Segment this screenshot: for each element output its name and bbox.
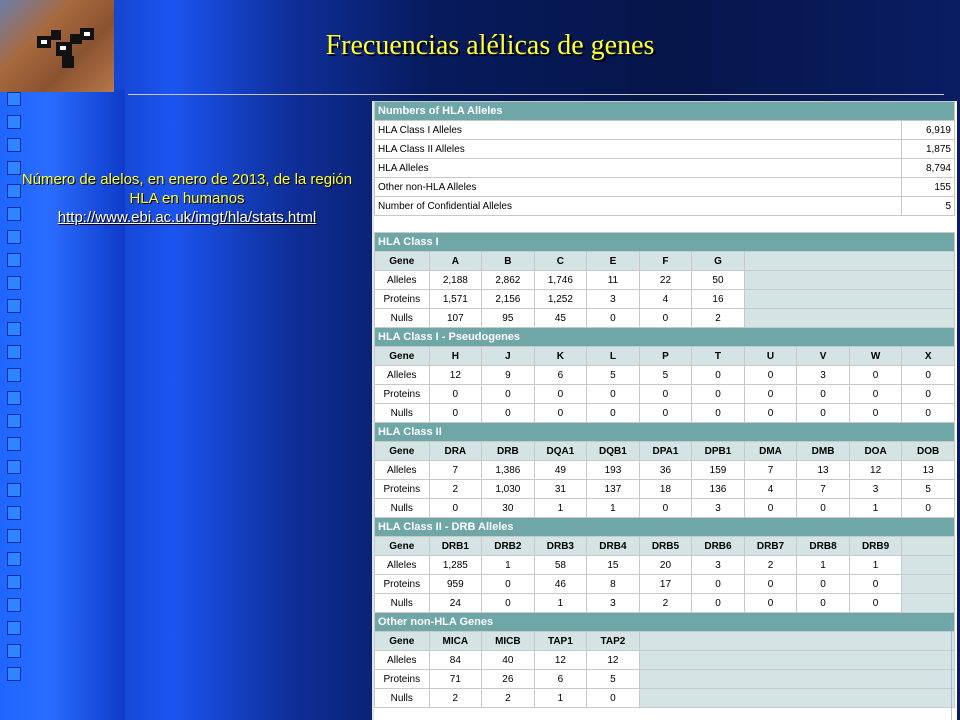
data-cell: 17	[639, 575, 692, 594]
data-cell: 4	[744, 480, 797, 499]
data-cell: 0	[639, 309, 692, 328]
gene-column-header: DOB	[902, 442, 955, 461]
row-label: Alleles	[375, 366, 430, 385]
gene-column-header: X	[902, 347, 955, 366]
data-cell: 193	[587, 461, 640, 480]
spacer-cell	[375, 216, 955, 233]
row-label: Proteins	[375, 480, 430, 499]
data-cell: 1	[534, 594, 587, 613]
gene-column-header: DQA1	[534, 442, 587, 461]
gene-column-header: L	[587, 347, 640, 366]
data-row	[375, 309, 955, 328]
data-cell: 4	[639, 290, 692, 309]
data-cell: 0	[692, 594, 745, 613]
data-cell: 0	[902, 385, 955, 404]
empty-fill	[744, 271, 954, 290]
hla-stats-table	[374, 101, 955, 708]
summary-label: Number of Confidential Alleles	[375, 197, 902, 216]
row-label: Nulls	[375, 404, 430, 423]
gene-column-header: K	[534, 347, 587, 366]
data-cell: 18	[639, 480, 692, 499]
empty-fill	[639, 670, 954, 689]
section-header-row	[375, 423, 955, 442]
data-cell: 84	[429, 651, 482, 670]
gene-column-header: T	[692, 347, 745, 366]
summary-row	[375, 197, 955, 216]
university-logo	[0, 0, 114, 92]
data-cell: 46	[534, 575, 587, 594]
empty-fill	[902, 594, 955, 613]
data-cell: 1,746	[534, 271, 587, 290]
gene-column-header: DRB	[482, 442, 535, 461]
data-cell: 1	[482, 556, 535, 575]
summary-label: HLA Alleles	[375, 159, 902, 178]
section-heading: HLA Class I - Pseudogenes	[375, 328, 955, 347]
data-cell: 107	[429, 309, 482, 328]
section-heading: Numbers of HLA Alleles	[375, 102, 955, 121]
data-cell: 2	[639, 594, 692, 613]
row-label: Alleles	[375, 651, 430, 670]
data-cell: 6	[534, 366, 587, 385]
data-cell: 0	[744, 594, 797, 613]
data-cell: 1	[587, 499, 640, 518]
data-cell: 2	[429, 480, 482, 499]
data-cell: 0	[797, 499, 850, 518]
data-cell: 0	[639, 404, 692, 423]
data-row	[375, 670, 955, 689]
gene-header-label: Gene	[375, 632, 430, 651]
gene-column-header: DRB2	[482, 537, 535, 556]
gene-column-header: DRA	[429, 442, 482, 461]
data-cell: 0	[587, 385, 640, 404]
row-label: Alleles	[375, 461, 430, 480]
caption-block	[8, 170, 366, 227]
gene-column-header: MICA	[429, 632, 482, 651]
data-cell: 0	[797, 404, 850, 423]
empty-fill	[639, 689, 954, 708]
data-cell: 0	[429, 385, 482, 404]
gene-column-header: G	[692, 252, 745, 271]
summary-value: 5	[902, 197, 955, 216]
section-heading: HLA Class II	[375, 423, 955, 442]
summary-value: 6,919	[902, 121, 955, 140]
data-cell: 13	[902, 461, 955, 480]
empty-fill	[744, 290, 954, 309]
data-cell: 0	[587, 689, 640, 708]
data-row	[375, 366, 955, 385]
data-cell: 31	[534, 480, 587, 499]
caption-text: Número de alelos, en enero de 2013, de la región HLA en humanos	[21, 171, 353, 207]
data-cell: 0	[482, 385, 535, 404]
summary-row	[375, 121, 955, 140]
gene-column-header: DRB9	[849, 537, 902, 556]
section-heading: Other non-HLA Genes	[375, 613, 955, 632]
data-cell: 11	[587, 271, 640, 290]
gene-column-header: H	[429, 347, 482, 366]
data-cell: 16	[692, 290, 745, 309]
section-header-row	[375, 102, 955, 121]
empty-fill	[744, 309, 954, 328]
data-cell: 15	[587, 556, 640, 575]
gene-column-header: J	[482, 347, 535, 366]
gene-column-header: MICB	[482, 632, 535, 651]
data-cell: 0	[849, 594, 902, 613]
data-cell: 1	[797, 556, 850, 575]
data-cell: 2,156	[482, 290, 535, 309]
data-cell: 3	[797, 366, 850, 385]
data-cell: 0	[482, 594, 535, 613]
row-label: Nulls	[375, 499, 430, 518]
empty-fill	[902, 556, 955, 575]
data-cell: 0	[849, 366, 902, 385]
data-cell: 959	[429, 575, 482, 594]
row-label: Nulls	[375, 689, 430, 708]
summary-label: HLA Class II Alleles	[375, 140, 902, 159]
gene-column-header: DPA1	[639, 442, 692, 461]
data-cell: 0	[797, 575, 850, 594]
data-cell: 13	[797, 461, 850, 480]
gene-header-label: Gene	[375, 347, 430, 366]
data-cell: 0	[639, 385, 692, 404]
gene-header-label: Gene	[375, 442, 430, 461]
gene-column-header: DRB3	[534, 537, 587, 556]
data-row	[375, 594, 955, 613]
data-cell: 0	[587, 404, 640, 423]
gene-column-header: A	[429, 252, 482, 271]
gene-column-header: TAP2	[587, 632, 640, 651]
data-cell: 0	[902, 499, 955, 518]
gene-column-header: DRB1	[429, 537, 482, 556]
data-cell: 0	[849, 575, 902, 594]
row-label: Proteins	[375, 670, 430, 689]
gene-header-row	[375, 537, 955, 556]
data-row	[375, 461, 955, 480]
data-cell: 26	[482, 670, 535, 689]
summary-label: Other non-HLA Alleles	[375, 178, 902, 197]
row-label: Proteins	[375, 575, 430, 594]
data-cell: 0	[902, 404, 955, 423]
data-cell: 2	[692, 309, 745, 328]
gene-header-row	[375, 347, 955, 366]
empty-fill	[639, 651, 954, 670]
data-row	[375, 290, 955, 309]
slide-title: Frecuencias alélicas de genes	[325, 30, 655, 61]
data-cell: 71	[429, 670, 482, 689]
data-cell: 1	[534, 689, 587, 708]
data-cell: 2	[429, 689, 482, 708]
row-label: Nulls	[375, 309, 430, 328]
gene-column-header: B	[482, 252, 535, 271]
gene-column-header: V	[797, 347, 850, 366]
data-cell: 12	[587, 651, 640, 670]
data-cell: 50	[692, 271, 745, 290]
data-cell: 7	[797, 480, 850, 499]
data-cell: 1,285	[429, 556, 482, 575]
data-cell: 1,030	[482, 480, 535, 499]
data-cell: 0	[587, 309, 640, 328]
data-cell: 5	[639, 366, 692, 385]
data-cell: 7	[429, 461, 482, 480]
data-cell: 12	[429, 366, 482, 385]
data-cell: 0	[482, 575, 535, 594]
summary-value: 155	[902, 178, 955, 197]
gene-column-header: DOA	[849, 442, 902, 461]
data-cell: 5	[587, 670, 640, 689]
data-row	[375, 556, 955, 575]
data-cell: 9	[482, 366, 535, 385]
gene-column-header: DRB8	[797, 537, 850, 556]
data-cell: 3	[692, 499, 745, 518]
data-cell: 49	[534, 461, 587, 480]
data-cell: 0	[849, 385, 902, 404]
data-cell: 6	[534, 670, 587, 689]
data-cell: 3	[849, 480, 902, 499]
gene-column-header: C	[534, 252, 587, 271]
data-cell: 0	[744, 385, 797, 404]
data-cell: 1	[849, 499, 902, 518]
data-row	[375, 385, 955, 404]
data-cell: 12	[534, 651, 587, 670]
section-heading: HLA Class II - DRB Alleles	[375, 518, 955, 537]
section-header-row	[375, 613, 955, 632]
data-cell: 2	[482, 689, 535, 708]
spacer-row	[375, 216, 955, 233]
gene-header-label: Gene	[375, 252, 430, 271]
gene-column-header: W	[849, 347, 902, 366]
data-cell: 0	[692, 404, 745, 423]
data-cell: 0	[692, 366, 745, 385]
section-heading: HLA Class I	[375, 233, 955, 252]
data-cell: 7	[744, 461, 797, 480]
gene-header-row	[375, 252, 955, 271]
data-cell: 0	[849, 404, 902, 423]
data-cell: 1,571	[429, 290, 482, 309]
gene-header-row	[375, 442, 955, 461]
data-cell: 8	[587, 575, 640, 594]
data-row	[375, 689, 955, 708]
data-cell: 40	[482, 651, 535, 670]
data-row	[375, 271, 955, 290]
section-header-row	[375, 518, 955, 537]
gene-column-header: TAP1	[534, 632, 587, 651]
summary-row	[375, 140, 955, 159]
data-row	[375, 404, 955, 423]
data-row	[375, 651, 955, 670]
section-header-row	[375, 328, 955, 347]
data-cell: 1,252	[534, 290, 587, 309]
source-link[interactable]: http://www.ebi.ac.uk/imgt/hla/stats.html	[57, 209, 317, 226]
row-label: Alleles	[375, 271, 430, 290]
data-cell: 0	[744, 366, 797, 385]
summary-value: 8,794	[902, 159, 955, 178]
data-cell: 1	[849, 556, 902, 575]
data-cell: 0	[534, 404, 587, 423]
gene-column-header: DMB	[797, 442, 850, 461]
data-cell: 0	[429, 404, 482, 423]
data-cell: 30	[482, 499, 535, 518]
gene-column-header: U	[744, 347, 797, 366]
data-cell: 2	[744, 556, 797, 575]
data-cell: 5	[902, 480, 955, 499]
data-cell: 0	[534, 385, 587, 404]
data-cell: 24	[429, 594, 482, 613]
data-row	[375, 575, 955, 594]
data-cell: 3	[587, 290, 640, 309]
data-cell: 0	[639, 499, 692, 518]
empty-fill	[902, 537, 955, 556]
gene-header-row	[375, 632, 955, 651]
data-cell: 1	[534, 499, 587, 518]
decorative-edge-line	[951, 620, 960, 720]
data-cell: 0	[429, 499, 482, 518]
gene-column-header: E	[587, 252, 640, 271]
data-cell: 0	[692, 575, 745, 594]
empty-fill	[902, 575, 955, 594]
data-cell: 58	[534, 556, 587, 575]
gene-column-header: DRB7	[744, 537, 797, 556]
data-cell: 2,862	[482, 271, 535, 290]
data-cell: 0	[797, 594, 850, 613]
data-cell: 5	[587, 366, 640, 385]
data-cell: 3	[587, 594, 640, 613]
row-label: Nulls	[375, 594, 430, 613]
data-cell: 3	[692, 556, 745, 575]
data-cell: 2,188	[429, 271, 482, 290]
gene-column-header: DQB1	[587, 442, 640, 461]
data-cell: 45	[534, 309, 587, 328]
data-row	[375, 499, 955, 518]
data-cell: 159	[692, 461, 745, 480]
data-cell: 0	[692, 385, 745, 404]
row-label: Proteins	[375, 385, 430, 404]
logo-mark-icon	[32, 26, 102, 76]
empty-fill	[744, 252, 954, 271]
gene-column-header: DRB4	[587, 537, 640, 556]
data-cell: 0	[744, 575, 797, 594]
data-cell: 0	[744, 404, 797, 423]
data-cell: 1,386	[482, 461, 535, 480]
summary-row	[375, 178, 955, 197]
summary-label: HLA Class I Alleles	[375, 121, 902, 140]
summary-row	[375, 159, 955, 178]
gene-column-header: DRB5	[639, 537, 692, 556]
gene-header-label: Gene	[375, 537, 430, 556]
data-cell: 36	[639, 461, 692, 480]
gene-column-header: F	[639, 252, 692, 271]
gene-column-header: DMA	[744, 442, 797, 461]
data-cell: 0	[797, 385, 850, 404]
gene-column-header: DPB1	[692, 442, 745, 461]
data-cell: 20	[639, 556, 692, 575]
title-divider	[128, 94, 944, 95]
data-cell: 0	[902, 366, 955, 385]
gene-column-header: DRB6	[692, 537, 745, 556]
data-cell: 95	[482, 309, 535, 328]
data-row	[375, 480, 955, 499]
data-cell: 0	[744, 499, 797, 518]
data-cell: 136	[692, 480, 745, 499]
section-header-row	[375, 233, 955, 252]
summary-value: 1,875	[902, 140, 955, 159]
empty-fill	[639, 632, 954, 651]
hla-stats-table-image	[372, 101, 957, 720]
data-cell: 12	[849, 461, 902, 480]
data-cell: 0	[482, 404, 535, 423]
row-label: Alleles	[375, 556, 430, 575]
data-cell: 137	[587, 480, 640, 499]
gene-column-header: P	[639, 347, 692, 366]
row-label: Proteins	[375, 290, 430, 309]
data-cell: 22	[639, 271, 692, 290]
